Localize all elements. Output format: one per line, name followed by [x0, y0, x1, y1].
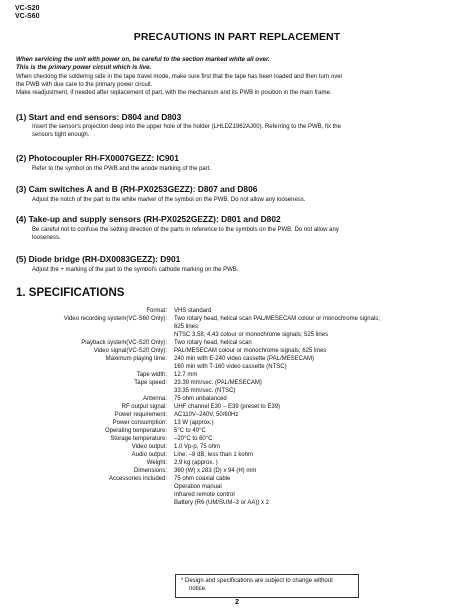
spec-label: Operating temperature: [104, 428, 167, 434]
item-heading-5: (5) Diode bridge (RH-DX0083GEZZ): D901 [16, 254, 181, 264]
note-line-2: notice. [189, 586, 207, 592]
warning-line-2: This is the primary power circuit which is live. [16, 64, 152, 71]
spec-value [174, 355, 469, 371]
spec-row [0, 347, 474, 355]
spec-value-line: 625 lines [174, 324, 199, 330]
spec-value-line: Operation manual [174, 484, 222, 490]
item-body-1-line-2: sensors tight enough. [32, 132, 90, 138]
spec-value [174, 315, 469, 339]
spec-row [0, 403, 474, 411]
model-number-1: VC-S20 [15, 5, 40, 12]
spec-label: RF output signal: [121, 404, 167, 410]
item-body-1-line-1: Insert the sensor's projection deep into the upper hole of the holder (LHLDZ1962AJ00). Referring to the PWB, fix the [32, 124, 341, 130]
spec-row [0, 395, 474, 403]
spec-value-line: VHS standard [174, 308, 212, 314]
item-heading-3: (3) Cam switches A and B (RH-PX0253GEZZ): D807 and D806 [16, 184, 258, 194]
model-number-2: VC-S60 [15, 13, 40, 20]
spec-row [0, 371, 474, 379]
spec-value-line: Line: –8 dB, less than 1 kohm [174, 452, 254, 458]
spec-row [0, 315, 474, 339]
spec-row [0, 307, 474, 315]
spec-value-line: 160 min with T-160 video cassette (NTSC) [174, 364, 287, 370]
spec-row [0, 355, 474, 371]
spec-label: Power requirement: [114, 412, 167, 418]
intro-line-2: the PWB with due care to the primary power circuit. [16, 82, 153, 88]
spec-label: Maximum playing time: [105, 356, 167, 362]
spec-value-line: 75 ohm unbalanced [174, 396, 227, 402]
warning-line-1: When servicing the unit with power on, be careful to the section marked white all over. [16, 56, 270, 63]
spec-value [174, 347, 469, 355]
spec-value [174, 451, 469, 459]
spec-value-line: 1.0 Vp-p, 75 ohm [174, 444, 221, 450]
item-body-3-line-1: Adjust the notch of the part to the white marker of the symbol on the PWB. Do not allow any looseness. [32, 197, 306, 203]
spec-value [174, 339, 469, 347]
spec-value [174, 379, 469, 395]
spec-row [0, 475, 474, 507]
spec-label: Video signal(VC-S20 Only): [93, 348, 167, 354]
spec-value [174, 459, 469, 467]
spec-value-line: NTSC 3.58, 4.43 colour or monochrome signals; 525 lines [174, 332, 329, 338]
spec-row [0, 411, 474, 419]
spec-value [174, 411, 469, 419]
item-heading-4: (4) Take-up and supply sensors (RH-PX0252GEZZ): D801 and D802 [16, 214, 281, 224]
spec-label: Dimensions: [133, 468, 167, 474]
item-body-2-line-1: Refer to the symbol on the PWB and the anode marking of the part. [32, 166, 212, 172]
spec-value [174, 371, 469, 379]
intro-line-3: Make readjustment, if needed after replacement of part, with the mechanism and its PWB in position in the main frame. [16, 90, 332, 96]
spec-row [0, 451, 474, 459]
spec-label: Audio output: [131, 452, 167, 458]
item-body-4-line-1: Be careful not to confuse the setting direction of the parts in reference to the symbols on the PWB. Do not allow any [32, 227, 339, 233]
spec-value-line: 360 (W) x 283 (D) x 94 (H) mm [174, 468, 257, 474]
spec-value [174, 435, 469, 443]
spec-value-line: 23.39 mm/sec. (PAL/MESECAM) [174, 380, 262, 386]
intro-line-1: When checking the soldering side in the tape travel mode, make sure first that the tape has been loaded and then turn over [16, 74, 343, 80]
spec-value-line: UHF channel E30 – E39 (preset to E39) [174, 404, 281, 410]
spec-label: Video output: [131, 444, 167, 450]
spec-label: Tape speed: [134, 380, 167, 386]
item-body-4-line-2: looseness. [32, 235, 61, 241]
spec-row [0, 419, 474, 427]
spec-value-line: 33.35 mm/sec. (NTSC) [174, 388, 236, 394]
page-number: 2 [234, 597, 240, 606]
spec-label: Power consumption: [112, 420, 167, 426]
spec-label: Accessories included: [108, 476, 167, 482]
spec-value-line: 240 min with E-240 video cassette (PAL/MESECAM) [174, 356, 314, 362]
spec-value-line: –20°C to 60°C [174, 436, 213, 442]
spec-row [0, 459, 474, 467]
spec-value [174, 467, 469, 475]
spec-row [0, 427, 474, 435]
spec-value-line: AC110V–240V, 50/60Hz [174, 412, 239, 418]
spec-value-line: Two rotary head, helical scan [174, 340, 252, 346]
spec-label: Tape width: [136, 372, 167, 378]
spec-row [0, 467, 474, 475]
spec-row [0, 339, 474, 347]
spec-value [174, 475, 469, 507]
note-box [175, 574, 359, 598]
spec-value [174, 427, 469, 435]
spec-value [174, 403, 469, 411]
spec-value [174, 443, 469, 451]
spec-value-line: 2.9 kg (approx. ) [174, 460, 218, 466]
spec-label: Storage temperature: [110, 436, 167, 442]
spec-value-line: Battery (R6 (UM/SUM–3 or AA)) x 2 [174, 500, 270, 506]
spec-row [0, 379, 474, 395]
spec-value [174, 395, 469, 403]
spec-value-line: PAL/MESECAM colour or monochrome signals; 625 lines [174, 348, 327, 354]
item-body-5-line-1: Adjust the + marking of the part to the symbol's cathode marking on the PWB. [32, 267, 239, 273]
spec-value-line: 5°C to 40°C [174, 428, 206, 434]
spec-label: Antenna: [142, 396, 167, 402]
spec-value-line: Infrared remote control [174, 492, 235, 498]
spec-row [0, 435, 474, 443]
spec-row [0, 443, 474, 451]
page-title: PRECAUTIONS IN PART REPLACEMENT [133, 31, 341, 43]
spec-value-line: Two rotary head, helical scan PAL/MESECAM colour or monochrome signals; [174, 316, 380, 322]
specifications-heading: 1. SPECIFICATIONS [16, 287, 125, 299]
spec-label: Video recording system(VC-S60 Only): [63, 316, 167, 322]
spec-value [174, 419, 469, 427]
spec-label: Format: [146, 308, 167, 314]
spec-value-line: 13 W (approx.) [174, 420, 214, 426]
spec-label: Weight: [146, 460, 167, 466]
spec-label: Playback system(VC-S20 Only): [81, 340, 167, 346]
item-heading-2: (2) Photocoupler RH-FX0007GEZZ: IC901 [16, 153, 179, 163]
spec-value [174, 307, 469, 315]
note-line-1: * Design and specifications are subject to change without [181, 578, 333, 584]
spec-value-line: 75 ohm coaxial cable [174, 476, 231, 482]
item-heading-1: (1) Start and end sensors: D804 and D803 [16, 112, 182, 122]
spec-value-line: 12.7 mm [174, 372, 198, 378]
